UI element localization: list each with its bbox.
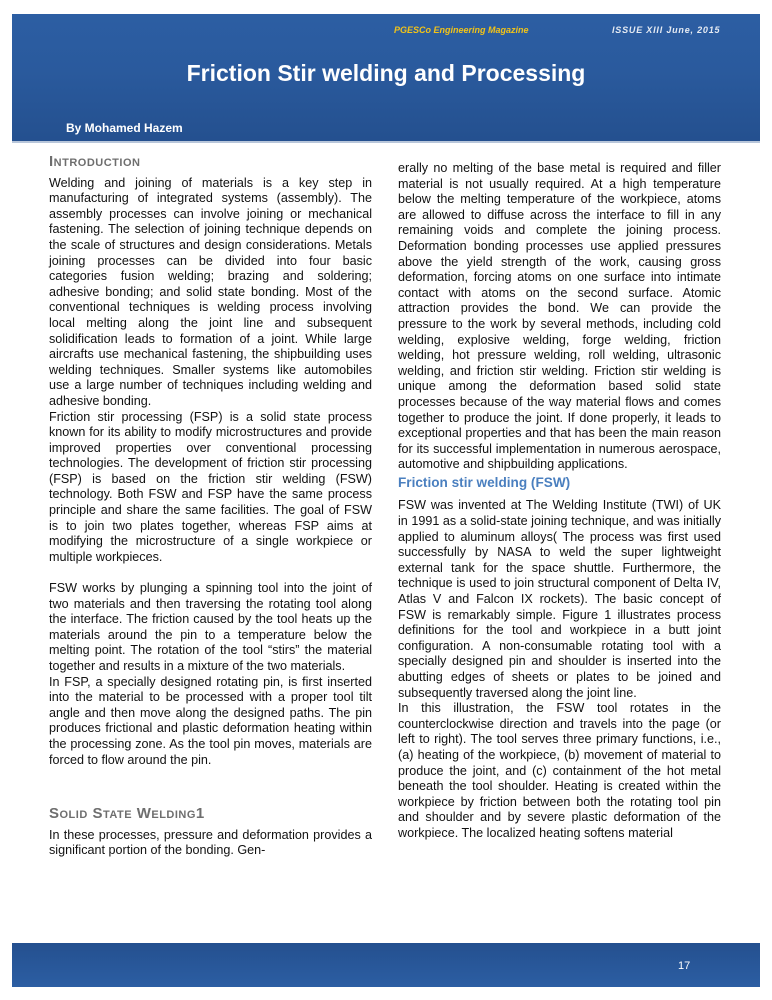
left-column <box>49 154 372 859</box>
paragraph: In FSP, a specially designed rotating pin, is first inserted into the material to be processed with a proper tool tilt angle and then move along the designed paths. The pin produces frictional and plastic deformation heating within the processing zone. As the tool pin moves, materials are forced to flow around the pin. <box>49 674 372 767</box>
magazine-name: PGESCo Engineering Magazine <box>394 25 529 35</box>
paragraph: Welding and joining of materials is a key step in manufacturing of integrated systems (assembly). The assembly processes can involve joining or mechanical fastening. The selection of joining technique depends on the scale of structures and design considerations. Metals joining processes can be divided into four basic categories fusion welding; brazing and soldering; adhesive bonding; and solid state bonding. Most of the conventional techniques is welding process involving local melting along the joint line and subsequent solidification leads to formation of a joint. While large aircrafts use mechanical fastening, the shipbuilding uses welding techniques. Smaller systems like automobiles use a large number of techniques including welding and adhesive bonding. <box>49 175 372 408</box>
paragraph: FSW was invented at The Welding Institute (TWI) of UK in 1991 as a solid-state joining technique, and was initially applied to aluminum alloys( The process was first used successfully by NASA to weld the super lightweight external tank for the space shuttle. Furthermore, the technique is used to join structural component of Delta IV, Atlas V and Falcon IX rockets). The basic concept of FSW is remarkably simple. Figure 1 illustrates process definitions for the tool and workpiece in a butt joint configuration. A non-consumable rotating tool with a specially designed pin and shoulder is inserted into the abutting edges of sheets or plates to be joined and subsequently traversed along the joint line. <box>398 498 721 700</box>
paragraph: Friction stir processing (FSP) is a solid state process known for its ability to modify microstructures and provide improved properties over conventional processing technologies. The development of friction stir processing (FSP) is based on the friction stir welding (FSW) technology. Both FSW and FSP have the same process principle and share the same facilities. The goal of FSW is to join two plates together, whereas FSP aims at modifying the microstructure of a single workpiece or multiple workpieces. <box>49 409 372 564</box>
paragraph: In this illustration, the FSW tool rotates in the counterclockwise direction and travels into the page (or left to right). The tool serves three primary functions, i.e., (a) heating of the workpiece, (b) movement of material to produce the joint, and (c) containment of the hot metal beneath the tool shoulder. Heating is created within the workpiece by friction between both the rotating tool pin and shoulder and by severe plastic deformation of the workpiece. The localized heating softens material <box>398 701 721 840</box>
section-heading-introduction: Introduction <box>49 153 141 170</box>
right-column <box>398 161 721 842</box>
page-number: 17 <box>678 960 691 972</box>
subheading-fsw: Friction stir welding (FSW) <box>398 474 571 490</box>
author-byline: By Mohamed Hazem <box>66 121 183 135</box>
footer-banner <box>12 943 760 987</box>
issue-label: ISSUE XIII June, 2015 <box>612 25 721 35</box>
section-heading-solid-state: Solid State Welding1 <box>49 805 205 823</box>
paragraph: erally no melting of the base metal is required and filler material is not usually required. At a high temperature below the melting temperature of the workpiece, atoms are allowed to diffuse across the interface to fill in any remaining voids and complete the joining process. Deformation bonding processes use applied pressures above the yield strength of the work, causing gross deformation, forcing atoms on one surface into intimate contact with atoms on the second surface. Atomic attraction provides the bond. We can provide the pressure to the work by several methods, including cold welding, explosive welding, forge welding, friction welding, hot pressure welding, roll welding, ultrasonic welding, and friction stir welding. Friction stir welding is unique among the deformation based solid state processes because of the way material flows and comes together to produce the joint. If done properly, it leads to exceptional properties and that has been the main reason for its successful implementation in numerous aerospace, automotive and shipbuilding applications. <box>398 161 721 472</box>
paragraph: FSW works by plunging a spinning tool into the joint of two materials and then traversing the rotating tool along the interface. The friction caused by the tool heats up the materials around the pin to a temperature below the melting point. The rotation of the tool “stirs” the material together and results in a mixture of the two materials. <box>49 581 372 673</box>
paragraph: In these processes, pressure and deformation provides a significant portion of the bonding. Gen- <box>49 827 372 858</box>
article-title: Friction Stir welding and Processing <box>186 60 586 86</box>
